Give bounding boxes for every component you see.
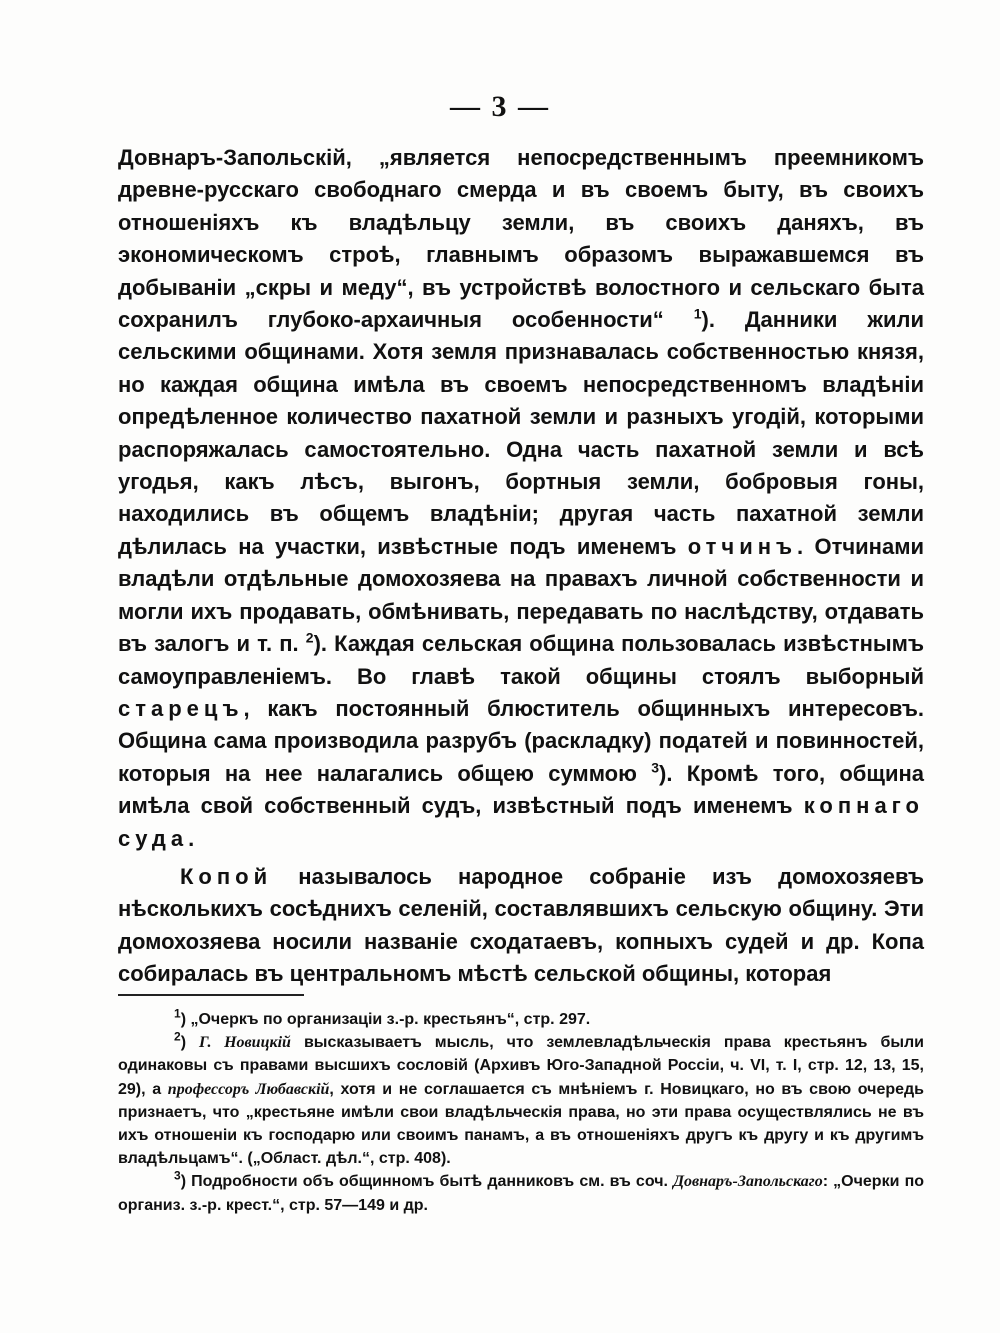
footnote-number: 1: [174, 1006, 181, 1021]
footnote-text: ) „Очеркъ по организаціи з.-р. крестьянъ“, стр. 297.: [180, 1011, 591, 1028]
footnote-number: 2: [174, 1029, 181, 1044]
footnote-ref: 3: [651, 759, 659, 776]
footnote-text: : „Очерки по организ. з.-р. крест.“, стр. 57—149 и др.: [118, 1173, 925, 1214]
footnote-divider: [118, 994, 304, 996]
footnote-text: высказываетъ мысль, что землевладѣльческія права крестьянъ были одинаковы съ правами высшихъ сословій (Архивъ Юго-Западной Россіи, ч. VI, т. I, стр. 12, 13, 15, 29), а: [118, 1034, 925, 1098]
footnote-1: [118, 1008, 924, 1031]
page-number: — 3 —: [450, 90, 550, 123]
spaced-term: копнаго суда: [118, 793, 924, 851]
text-run: ). Данники жили сельскими общинами. Хотя земля признавалась собственностью князя, но каждая община имѣла въ своемъ непосредственномъ владѣніи опредѣленное количество пахатной земли и разныхъ угодій, которыми распоряжалась самостоятельно. Одна часть пахатной земли и всѣ угодья, какъ лѣсъ, выгонъ, бортныя земли, бобровыя гоны, находились въ общемъ владѣніи; другая часть пахатной земли дѣлилась на участки, извѣстные подъ именемъ: [118, 307, 924, 559]
footnote-2: [118, 1031, 924, 1170]
text-run: . Отчинами владѣли отдѣльные домохозяева на правахъ личной собственности и могли ихъ продавать, обмѣнивать, передавать по наслѣдству, отдавать въ залогъ и т. п.: [118, 533, 924, 657]
footnote-text: ) Подробности объ общинномъ бытѣ данниковъ см. въ соч.: [180, 1173, 674, 1191]
spaced-term: отчинъ: [687, 533, 798, 559]
text-run: Довнаръ-Запольскій, „является непосредственнымъ преемникомъ древне-русскаго свободнаго смерда и въ своемъ быту, въ своихъ отношеніяхъ къ владѣльцу земли, въ своихъ даняхъ, въ экономическомъ строѣ, главнымъ образомъ выражавшемся въ добываніи „скры и меду“, въ устройствѣ волостного и сельскаго быта сохранилъ глубоко-архаичныя особенности“: [118, 145, 924, 333]
footnote-text: , хотя и не соглашается съ мнѣніемъ г. Новицкаго, но въ свою очередь признаетъ, что „крестьяне имѣли свои владѣльческія права, но эти права осуществлялись не въ ихъ отношеніи къ господарю или своимъ панамъ, а въ отношеніяхъ другъ къ другу и къ другимъ владѣльцамъ“. („Област. дѣл.“, стр. 408).: [118, 1080, 925, 1168]
paragraph-2: [118, 861, 924, 991]
footnote-3: [118, 1170, 924, 1216]
text-run: ). Кромѣ того, община имѣла свой собственный судъ, извѣстный подъ именемъ: [118, 760, 924, 819]
spaced-term: старецъ: [118, 695, 244, 721]
footnote-ref: 2: [305, 629, 314, 646]
author-name: профессоръ Любавскій: [167, 1080, 330, 1098]
text-run: ). Каждая сельская община пользовалась извѣстнымъ самоуправленіемъ. Во главѣ такой общины стоялъ выборный: [118, 631, 924, 689]
footnote-text: ): [180, 1034, 200, 1052]
author-name: Довнаръ-Запольскаго: [673, 1173, 823, 1191]
footnote-ref: 1: [693, 305, 702, 322]
text-run: .: [188, 825, 195, 851]
spaced-term: Копой: [180, 863, 273, 889]
text-run: называлось народное собраніе изъ домохозяевъ нѣсколькихъ сосѣднихъ селеній, составлявшихъ сельскую общину. Эти домохозяева носили названіе сходатаевъ, копныхъ судей и др. Копа собиралась въ центральномъ мѣстѣ сельской общины, которая: [118, 863, 924, 987]
footnotes: [118, 1008, 924, 1217]
main-text: [118, 142, 924, 991]
paragraph-1: [118, 142, 924, 855]
author-name: Г. Новицкій: [199, 1034, 291, 1052]
text-run: , какъ постоянный блюститель общинныхъ интересовъ. Община сама производила разрубъ (раскладку) податей и повинностей, которыя на нее налагались общею суммою: [118, 695, 924, 786]
footnote-number: 3: [174, 1169, 181, 1184]
